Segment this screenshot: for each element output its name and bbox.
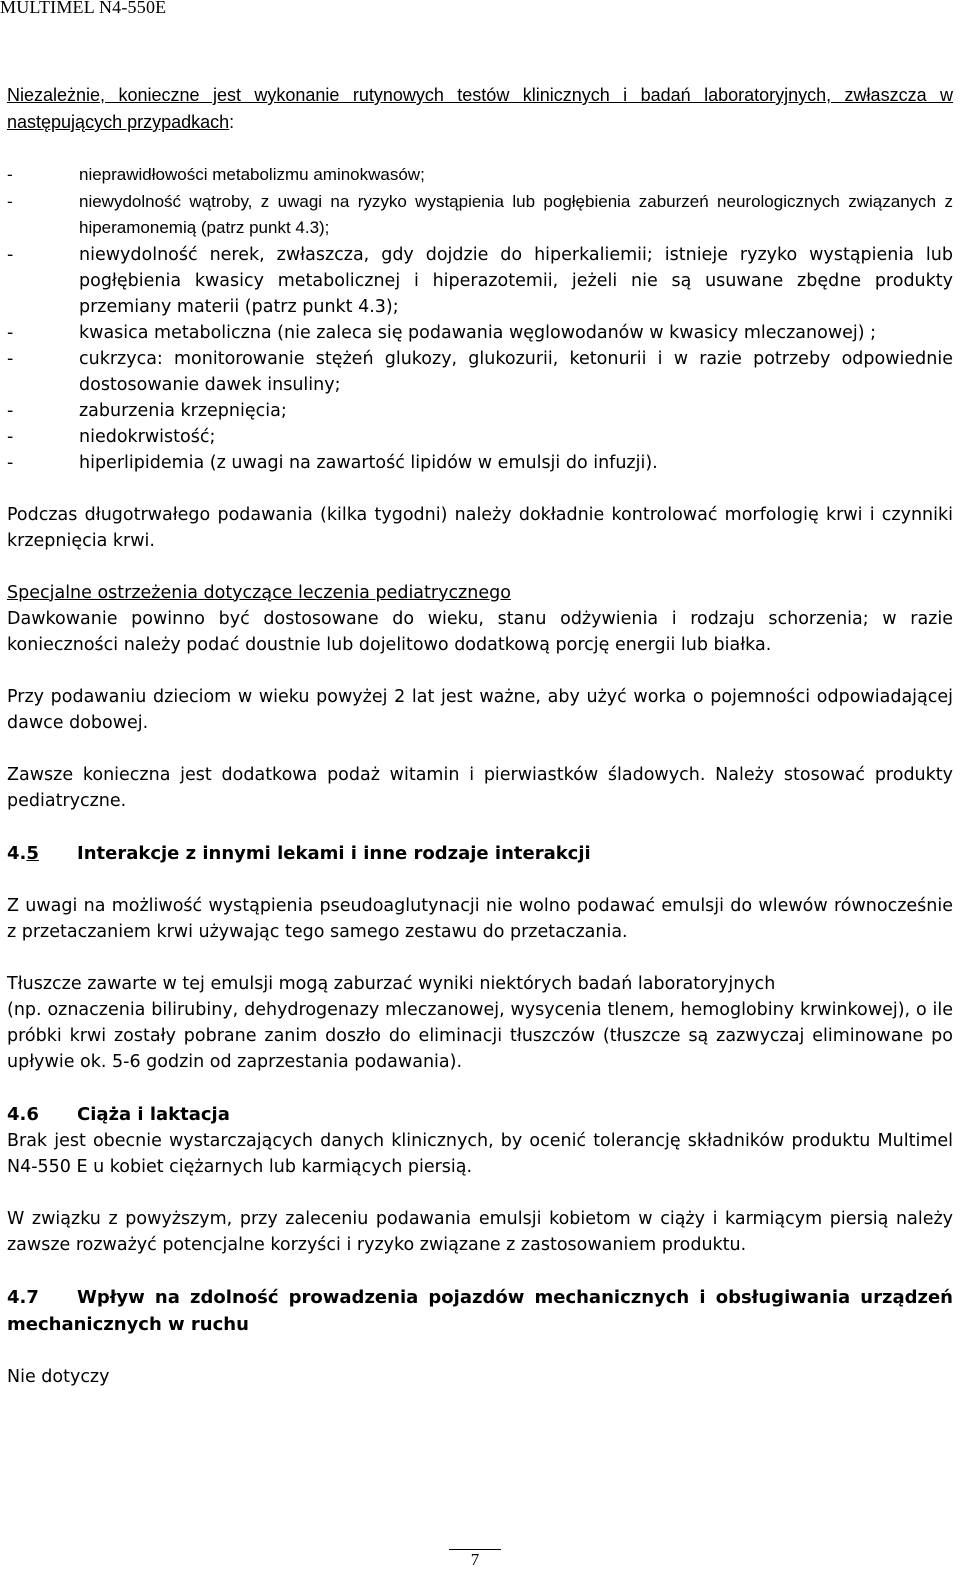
section-title: Interakcje z innymi lekami i inne rodzaje interakcji	[77, 842, 591, 864]
section-number: 4.7	[7, 1286, 39, 1308]
pediatric-paragraph: Przy podawaniu dzieciom w wieku powyżej 2 lat jest ważne, aby użyć worka o pojemności odpowiadającej dawce dobowej.	[7, 686, 953, 733]
list-dash: -	[7, 165, 13, 184]
list-dash: -	[7, 244, 14, 265]
list-item-text: cukrzyca: monitorowanie stężeń glukozy, glukozurii, ketonurii i w razie potrzeby odpowiednie dostosowanie dawek insuliny;	[79, 348, 953, 395]
interactions-paragraph: (np. oznaczenia bilirubiny, dehydrogenazy mleczanowej, wysycenia tlenem, hemoglobiny krwinkowej), o ile próbki krwi zostały pobrane zanim doszło do eliminacji tłuszczów (tłuszcze są zazwyczaj eliminowane po upływie ok. 5-6 godzin od zaprzestania podawania).	[7, 999, 953, 1072]
list-item-text: nieprawidłowości metabolizmu aminokwasów;	[79, 165, 425, 184]
spacer	[7, 476, 953, 502]
spacer	[7, 1338, 953, 1364]
list-item-text: kwasica metaboliczna (nie zaleca się podawania węglowodanów w kwasicy mleczanowej) ;	[79, 322, 877, 343]
list-dash: -	[7, 452, 14, 473]
list-item	[7, 346, 953, 398]
list-item-text: niewydolność nerek, zwłaszcza, gdy dojdzie do hiperkaliemii; istnieje ryzyko wystąpienia lub pogłębienia kwasicy metabolicznej i hiperazotemii, jeżeli nie są usuwane zbędne produkty przemiany materii (patrz punkt 4.3);	[79, 244, 953, 317]
spacer	[7, 658, 953, 684]
spacer	[7, 736, 953, 762]
spacer	[7, 1258, 953, 1284]
list-dash: -	[7, 322, 14, 343]
document-body	[7, 82, 953, 1390]
page-number	[0, 1549, 950, 1571]
interactions-paragraph: Z uwagi na możliwość wystąpienia pseudoaglutynacji nie wolno podawać emulsji do wlewów równocześnie z przetaczaniem krwi używając tego samego zestawu do przetaczania.	[7, 895, 953, 942]
pregnancy-paragraph: Brak jest obecnie wystarczających danych klinicznych, by ocenić tolerancję składników produktu Multimel N4-550 E u kobiet ciężarnych lub karmiących piersią.	[7, 1130, 953, 1177]
pediatric-paragraph: Zawsze konieczna jest dodatkowa podaż witamin i pierwiastków śladowych. Należy stosować produkty pediatryczne.	[7, 764, 953, 811]
page-number-text: 7	[449, 1549, 502, 1569]
section-number-main: 4.	[7, 842, 27, 864]
pregnancy-paragraph: W związku z powyższym, przy zaleceniu podawania emulsji kobietom w ciąży i karmiącym piersią należy zawsze rozważyć potencjalne korzyści i ryzyko związane z zastosowaniem produktu.	[7, 1208, 953, 1255]
list-item	[7, 242, 953, 320]
list-item	[7, 189, 953, 242]
spacer	[7, 1180, 953, 1206]
list-item	[7, 424, 953, 450]
section-heading-4-7	[7, 1284, 953, 1338]
conditions-list	[7, 162, 953, 476]
pediatric-heading	[7, 580, 953, 606]
section-title: Wpływ na zdolność prowadzenia pojazdów mechanicznych i obsługiwania urządzeń mechanicznych w ruchu	[7, 1286, 953, 1335]
spacer	[7, 554, 953, 580]
list-dash: -	[7, 191, 13, 211]
spacer	[7, 814, 953, 840]
list-item	[7, 398, 953, 424]
list-item-text: hiperlipidemia (z uwagi na zawartość lipidów w emulsji do infuzji).	[79, 452, 658, 473]
section-number	[7, 840, 77, 867]
intro-colon: :	[229, 112, 235, 132]
pediatric-heading-text: Specjalne ostrzeżenia dotyczące leczenia pediatrycznego	[7, 582, 511, 603]
list-item	[7, 450, 953, 476]
intro-paragraph	[7, 82, 953, 136]
spacer	[7, 136, 953, 162]
intro-text: Niezależnie, konieczne jest wykonanie rutynowych testów klinicznych i badań laboratoryjnych, zwłaszcza w następujących przypadkach	[7, 85, 953, 132]
list-dash: -	[7, 426, 14, 447]
spacer	[7, 945, 953, 971]
driving-paragraph: Nie dotyczy	[7, 1366, 110, 1387]
spacer	[7, 867, 953, 893]
list-dash: -	[7, 400, 14, 421]
list-item-text: niewydolność wątroby, z uwagi na ryzyko wystąpienia lub pogłębienia zaburzeń neurologicznych związanych z hiperamonemią (patrz punkt 4.3);	[79, 191, 953, 237]
pediatric-paragraph: Dawkowanie powinno być dostosowane do wieku, stanu odżywienia i rodzaju schorzenia; w razie konieczności należy podać doustnie lub dojelitowo dodatkową porcję energii lub białka.	[7, 608, 953, 655]
list-dash: -	[7, 348, 14, 369]
section-heading-4-5	[7, 840, 953, 867]
interactions-paragraph-line: Tłuszcze zawarte w tej emulsji mogą zaburzać wyniki niektórych badań laboratoryjnych	[7, 973, 776, 994]
list-item	[7, 320, 953, 346]
section-number-sub: 5	[26, 842, 39, 864]
list-item-text: niedokrwistość;	[79, 426, 216, 447]
section-heading-4-6	[7, 1101, 953, 1128]
spacer	[7, 1075, 953, 1101]
running-header: MULTIMEL N4-550E	[0, 0, 167, 17]
section-number: 4.6	[7, 1103, 39, 1125]
list-item-text: zaburzenia krzepnięcia;	[79, 400, 287, 421]
section-title: Ciąża i laktacja	[77, 1103, 230, 1125]
long-term-paragraph: Podczas długotrwałego podawania (kilka tygodni) należy dokładnie kontrolować morfologię krwi i czynniki krzepnięcia krwi.	[7, 504, 953, 551]
list-item	[7, 162, 953, 189]
